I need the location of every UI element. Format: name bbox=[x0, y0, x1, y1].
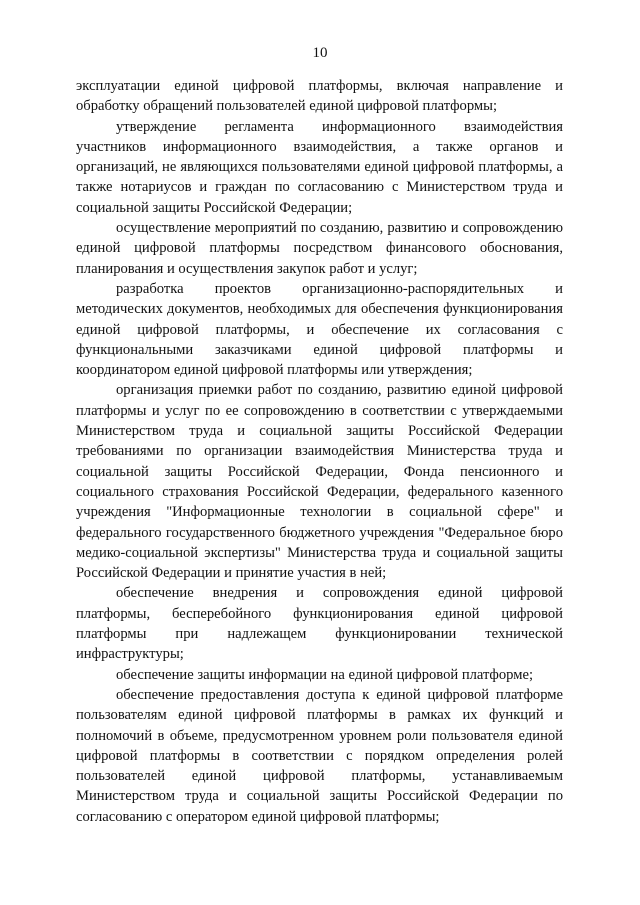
paragraph-information-security: обеспечение защиты информации на единой цифровой платформе; bbox=[116, 666, 533, 683]
document-body bbox=[76, 76, 563, 827]
paragraph-access-provision: обеспечение предоставления доступа к единой цифровой платформе пользователям единой цифровой платформы в рамках их функций и полномочий в объеме, предусмотренном уровнем роли пользователя единой цифровой платформы в соответствии с порядком определения ролей пользователей единой цифровой платформы, устанавливаемым Министерством труда и социальной защиты Российской Федерации по согласованию с оператором единой цифровой платформы; bbox=[76, 686, 563, 825]
paragraph-platform-development: осуществление мероприятий по созданию, развитию и сопровождению единой цифровой платформы посредством финансового обоснования, планирования и осуществления закупок работ и услуг; bbox=[76, 220, 563, 277]
paragraph-regulation-approval: утверждение регламента информационного взаимодействия участников информационного взаимодействия, а также органов и организаций, не являющихся пользователями единой цифровой платформы, а также нотариусов и граждан по согласованию с Министерством труда и социальной защиты Российской Федерации; bbox=[76, 118, 563, 216]
page-number: 10 bbox=[312, 45, 328, 61]
paragraph-document-drafting: разработка проектов организационно-распорядительных и методических документов, необходимых для обеспечения функционирования единой цифровой платформы, и обеспечение их согласования с функциональными заказчиками единой цифровой платформы и координатором единой цифровой платформы или утверждения; bbox=[76, 280, 563, 379]
paragraph-deployment-support: обеспечение внедрения и сопровождения единой цифровой платформы, бесперебойного функционирования единой цифровой платформы при надлежащем функционировании технической инфраструктуры; bbox=[76, 585, 563, 663]
paragraph-work-acceptance: организация приемки работ по созданию, развитию единой цифровой платформы и услуг по ее сопровождению в соответствии с утверждаемыми Министерством труда и социальной защиты Российской Федерации требованиями по организации взаимодействия Министерства труда и социальной защиты Российской Федерации, Фонда пенсионного и социального страхования Российской Федерации, федерального казенного учреждения "Информационные технологии в социальной сфере" и федерального государственного бюджетного учреждения "Федеральное бюро медико-социальной экспертизы" Министерства труда и социальной защиты Российской Федерации и принятие участия в ней; bbox=[76, 382, 563, 582]
paragraph-continuation: эксплуатации единой цифровой платформы, включая направление и обработку обращений пользователей единой цифровой платформы; bbox=[76, 78, 563, 115]
